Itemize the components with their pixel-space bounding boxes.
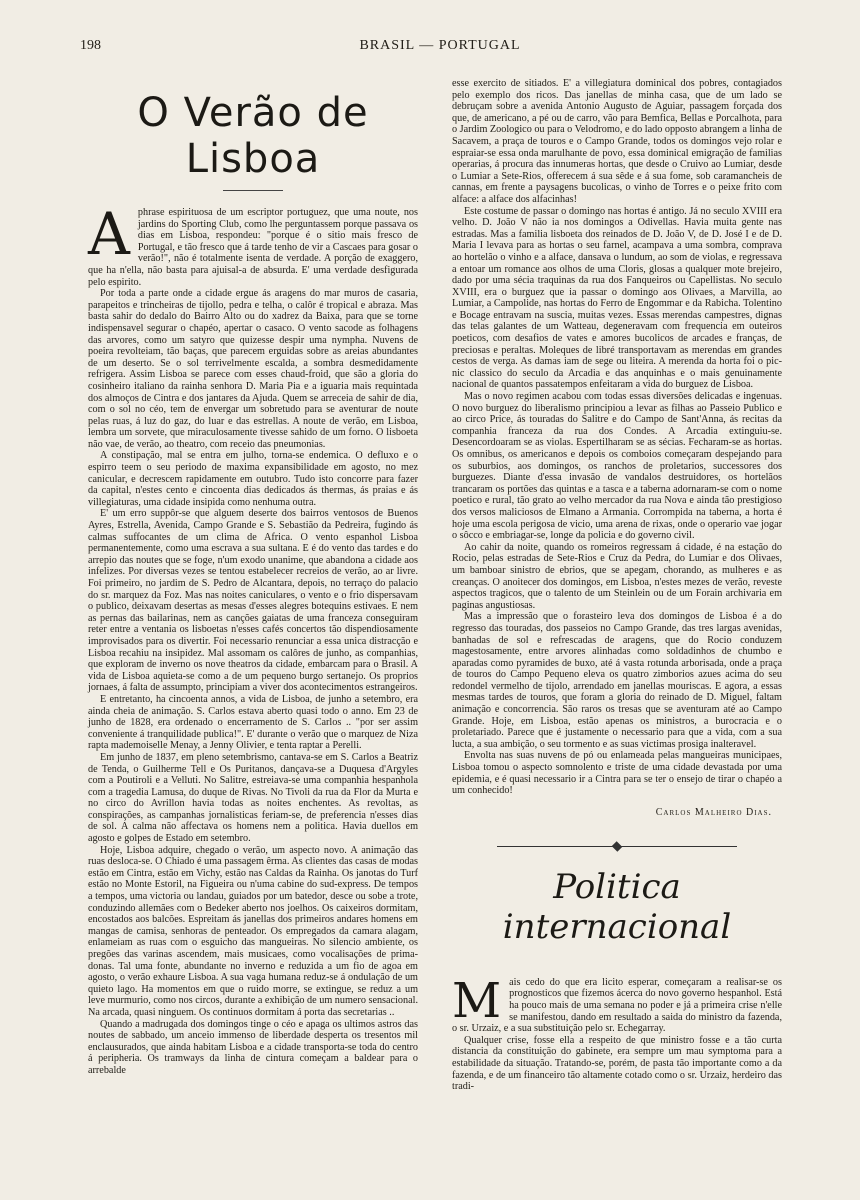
title-rule — [223, 190, 283, 191]
article-paragraph: E entretanto, ha cincoenta annos, a vida de Lisboa, de junho a setembro, era ainda cheia de animação. S. Carlos estava aberto quasi todo o anno. Em 23 de junho de 1828, era ordenado o encerramento de S. Carlos .. "por ser assim conveniente á tranquilidade publica!". E' durante o verão que o marquez de Niza rapta mademoiselle Menay, a Jenny Olivier, e tenta raptar a Perelli. — [88, 693, 418, 752]
article-paragraph: Ao cahir da noite, quando os romeiros regressam á cidade, é na estação do Rocio, pelas estradas de Sete-Rios e Cruz da Pedra, do Lumiar e dos Olivaes, um bamboar sinistro de ebrios, que se apegam, chorando, as mulheres e as creanças. O anoitecer dos domingos, em Lisboa, n'estes mezes de verão, reveste aspectos tragicos, que o talento de um Steinlein ou de um Forain archivaria em paginas angustiosas. — [452, 541, 782, 611]
article-title: O Verão de Lisboa — [137, 90, 369, 182]
article-paragraph: Em junho de 1837, em pleno setembrismo, cantava-se em S. Carlos a Beatriz de Tenda, o Guilherme Tell e Os Puritanos, dançava-se a Duquesa d'Argyles com a Poutiroli e a Velluti. No Salitre, estreiava-se uma companhia hespanhola com a tragedia Lamusa, do duque de Rivas. No Tivoli da rua da Flor da Murta e no circo do Avrillon havia todas as noites enchentes. As revoltas, as conspirações, as campanhas jornalisticas feriam-se, de preferencia n'esses dias de sol. A calma não affectava os homens nem a politica. Havia duellos em agosto e golpes de Estado em setembro. — [88, 751, 418, 845]
article-paragraph: E' um erro suppôr-se que alguem deserte dos bairros ventosos de Buenos Ayres, Estrella, Avenida, Campo Grande e S. Sebastião da Pedreira, fugindo ás calmas suffocantes de um clima de Africa. O vento espanhol Lisboa permanentemente, como uma escrava a sua sultana. E é do vento das tardes e do arrepio das noutes que se foge, n'um exodo unanime, que abandona a cidade aos infelizes. Por diversas vezes se tentou estabelecer recreios de verão, ao ar livre. Foi primeiro, no jardim de S. Pedro de Alcantara, depois, no terraço do palacio do sr. marquez da Foz. Mas nas noites caniculares, o vento e o frio dispersavam o publico, deixavam desertas as mesas d'esses alegres botequins estivaes. E nem as pernas das bailarinas, nem as canções gaiatas de uma franceza conseguiram reter entre a ventania os lisboetas n'esses cafés concertos tão dispendiosamente improvisados para os divertir. Foi necessario renunciar a essa unica distracção e Lisboa recahiu na insipidez. Mal assomam os calôres de junho, as companhias, que exploram de inverno os nove theatros da cidade, embarcam para o Brasil. A vida de Lisboa aquieta-se como a de um pequeno burgo sertanejo. Os proprios jornaes, á falta de assumpto, principiam a viver dos acontecimentos estrangeiros. — [88, 508, 418, 694]
author-signature: Carlos Malheiro Dias. — [655, 806, 772, 818]
article-paragraph: Envolta nas suas nuvens de pó ou enlameada pelas mangueiras municipaes, Lisboa tomou o aspecto somnolento e triste de uma cidade devastada por uma epidemia, e é quasi necessario ir a Cintra para se ter o ensejo de tirar o chapéo a um conhecido! — [452, 750, 782, 797]
paragraph-text: ais cedo do que era licito esperar, começaram a realisar-se os prognosticos que fizemos ácerca do novo governo hespanhol. Está ha pouco mais de uma semana no poder e já a primeira crise n'elle se manifestou, dando em resultado a saida do ministro da fazenda, o sr. Urzaiz, e a sua substituição pelo sr. Echegarray. — [452, 976, 782, 1035]
page-header — [80, 38, 800, 62]
article-paragraph: Por toda a parte onde a cidade ergue ás aragens do mar muros de casaria, parapeitos e trincheiras de tijollo, pedra e telha, o calôr é tropical e abraza. Mas basta sahir do dedalo do Bairro Alto ou do xadrez da Baixa, para que se torne indispensavel segurar o chapéo, apertar o casaco. O vento sacode as folhagens das arvores, como um satyro que quizesse despir uma nympha. Nuvens de poeira revolteiam, tão baças, que parecem erguidas sobre as areias abundantes de um deserto. Se o sol terrivelmente escalda, a sombra desmedidamente refrigera. Assim Lisboa se parece com esses chaud-froid, que são a gloria do cosinheiro italiano da rainha senhora D. Maria Pia e a iguaria mais requintada dos almoços de Cintra e dos jantares da Ajuda. Quem se arreceia de sahir de dia, com o sol no céo, tem de envergar um sobretudo para se aventurar de noute pelas ruas, á luz do gaz, do luar e das estrellas. A noute de verão, em Lisboa, lembra um sorvete, que miraculosamente tivesse sahido de um forno. O lisboeta não vae, de verão, ao theatro, com receio das pneumonias. — [88, 288, 418, 450]
article-paragraph: Mas o novo regimen acabou com todas essas diversões delicadas e ingenuas. O novo burguez do liberalismo principiou a levar as filhas ao Passeio Publico e ao circo Price, ás touradas do Salitre e do Campo de Sant'Anna, ás recitas da companhia franceza da rua dos Condes. A Arcadia extinguiu-se. Desencordoaram se as violas. Espertilharam se as sécias. Fecharam-se as hortas. Os omnibus, os americanos e depois os comboios começaram despejando para os suburbios, aos domingos, os ranchos de proletarios, successores dos burguezes. Diante d'essa invasão de vandalos destruidores, os hortelãos trancaram os portões das quintas e a tasca e a taberna adornaram-se com o nome poetico e rural, tão grato ao velho mercador da rua Nova e ainda tão prestigioso dos versos maliciosos de Elmano a Armania. Corrompida na taberna, a horta é hoje uma escola perigosa de vicio, uma arena de rixas, onde o operario vae jogar o sôcco e embriagar-se, longe da policia e do governo civil. — [452, 391, 782, 542]
article-paragraph — [452, 972, 782, 1035]
article-paragraph: Qualquer crise, fosse ella a respeito de que ministro fosse e a tão curta distancia da constituição do gabinete, era sempre um mau symptoma para a estabilidade da situação. Tratando-se, porém, de pasta tão importante como a da fazenda, e de um financeiro tão altamente cotado como o sr. Urzaiz, herdeiro das tradi- — [452, 1034, 782, 1093]
paragraph-text: phrase espirituosa de um escriptor portuguez, que uma noute, nos jardins do Sporting Club, como lhe perguntassem porque passava os dias em Lisboa, respondeu: "porque é o sitio mais fresco de Portugal, e tão fresco que á tarde tenho de vir a Cascaes para gosar o verão!", não é totalmente isenta de verdade. A porção de exaggero, que ha n'ella, não basta para ajuisal-a de absurda. E' uma verdade desfigurada pelo espirito. — [88, 207, 418, 288]
article-paragraph: Quando a madrugada dos domingos tinge o céo e apaga os ultimos astros das noutes de sabbado, um anceio immenso de liberdade desperta os tresentos mil enclausurados, que ainda habitam Lisboa e a cidade transporta-se toda do centro á peripheria. Os tramways da linha de cintura começam a baldear para o arrebalde — [88, 1018, 418, 1076]
article-paragraph — [88, 200, 418, 288]
article-paragraph: Hoje, Lisboa adquire, chegado o verão, um aspecto novo. A animação das ruas desloca-se. O Chiado é uma passagem êrma. As clientes das casas de modas estão em Cintra, estão em Vichy, estão nas Caldas da Rainha. Os janotas do Turf estão no Monte Estoril, na Figueira ou n'uma cabine do sud-express. De tempos a tempos, uma victoria ou landau, guiados por um batedor, desce ou sobe a trote, conduzindo allemães com o Bedeker aberto nos joelhos. Os caixeiros dormitam, encostados aos balcões. Espreitam ás janellas dos primeiros andares homens em mangas de camisa, senhoras de penteador. Os empregados da camara alagam, enlameiam as ruas com o esguicho das mangueiras. No silencio ambiente, os pregões das varinas ascendem, mais musicaes, como vocalisações de prima-donas. Tal uma fonte, abundante no inverno e reduzida a um fio de agoa em agosto, o verão exhaure Lisboa. A sua vaga humana reduz-se á ondulação de um quieto lago. Ha momentos em que o ruido morre, se extingue, se reduz a um leve murmurio, como nos circos, durante a exhibição de um numero sensacional. Na arcada, quasi ninguem. Os continuos dormitam á porta das secretarias .. — [88, 844, 418, 1018]
page-number: 198 — [80, 38, 101, 53]
drop-cap: A — [88, 200, 130, 268]
article-paragraph: A constipação, mal se entra em julho, torna-se endemica. O defluxo e o espirro teem o seu periodo de maxima expansibilidade em agosto, no mez canicular, e decrescem rapidamente em outubro. Tudo isto concorre para fazer da capital, n'estes cento e cincoenta dias dedicados ás thermas, ás praias e ás villegiaturas, uma cidade insipida como nenhuma outra. — [88, 450, 418, 508]
running-head: BRASIL — PORTUGAL — [359, 38, 521, 53]
right-column — [452, 78, 782, 1093]
left-column — [88, 78, 418, 1077]
drop-cap: M — [452, 972, 502, 1029]
article-paragraph: Mas a impressão que o forasteiro leva dos domingos de Lisboa é a do regresso das touradas, dos passeios no Campo Grande, das tres largas avenidas, banhadas de sol e refrescadas de aragens, que do Rocio conduzem magestosamente, entre arvores alinhadas como soldadinhos de chumbo e aparadas como pyramides de buxo, até á vasta rotunda arborisada, onde a praça de touros do Campo Pequeno eleva os quatro zimborios azues acima do seu redondel vermelho de tijolo, arrendado em janellas mouriscas. E agora, a essas mesmas tardes de touros, que foram a gloria do reinado de D. Miguel, faltam animação e concorrencia. São raros os tresas que se aventuram até ao Campo Grande. Hoje, em Lisboa, estão apenas os ministros, a burocracia e o proletariado. Parece que é justamente o necessario para que a vida, com a sua lucta, a sua ambição, o seu tormento e as suas victimas prosiga inalteravel. — [452, 611, 782, 750]
section-divider — [497, 846, 737, 847]
article-title-2: Politica internacional — [502, 866, 732, 947]
article-paragraph: Este costume de passar o domingo nas hortas é antigo. Já no seculo XVIII era velho. D. João V não ia nos domingos a Odivellas. Havia muita gente nas estradas. Mas a familia lisboeta dos reinados de D. João V, de D. José I e de D. Maria I levava para as hortas o seu farnel, acampava a uma sombra, comprava ao hortelão o vinho e a alface, dansava o lundum, ao som de violas, e regressava a entoar um romance aos olhos de uma Cloris, glosas a qualquer mote brejeiro, dado por uma sécia traquinas da rua dos Fanqueiros ou Capellistas. No seculo XVIII, era o burguez que ia passar o domingo aos Olivaes, a Marvilla, ao Lumiar, a Campolide, nas hortas do Ferro de Engommar e da Rabicha. Tolentino e Bocage entravam na suscia, muitas vezes. Essas merendas campestres, dignas das telas galantes de um Watteau, degeneravam com frequencia em outeiros poeticos, com desafios de vates e amores bucolicos de arcades e franças, de preciosas e peraltas. Moleques de libré transportavam as merendas em grandes cestos de verga. As damas iam de sege ou liteira. A merenda da horta foi o pic-nic classico do seculo da Arcadia e das anquinhas e o mais genuinamente nacional de quantos passatempos enfeitaram a vida do burguez de Lisboa. — [452, 205, 782, 391]
article-paragraph: esse exercito de sitiados. E' a villegiatura dominical dos pobres, contagiados pelo exemplo dos ricos. Das janellas de minha casa, que de um lado se debruçam sobre a avenida Antonio Augusto de Aguiar, passagem forçada dos que, de americano, a pé ou de carro, vão para Bemfica, Bellas e Porcalhota, para o Jardim Zoologico ou para o Velodromo, e do lado opposto abrangem a linha de Sacavem, a praça de touros e o Campo Grande, todos os domingos vejo rolar e espraiar-se essa onda marulhante de povo, essa dominical emigração de familias operarias, á procura das innumeras hortas, que desde o Cruivo ao Lumiar, desde o Lumiar a Sete-Rios, offerecem á sua sêde e á sua fome, sob caramancheis de cannas, em frente a paysagens bucolicas, o vinho de Torres e o peixe frito com alface: a alface dos alfacinhas! — [452, 78, 782, 205]
